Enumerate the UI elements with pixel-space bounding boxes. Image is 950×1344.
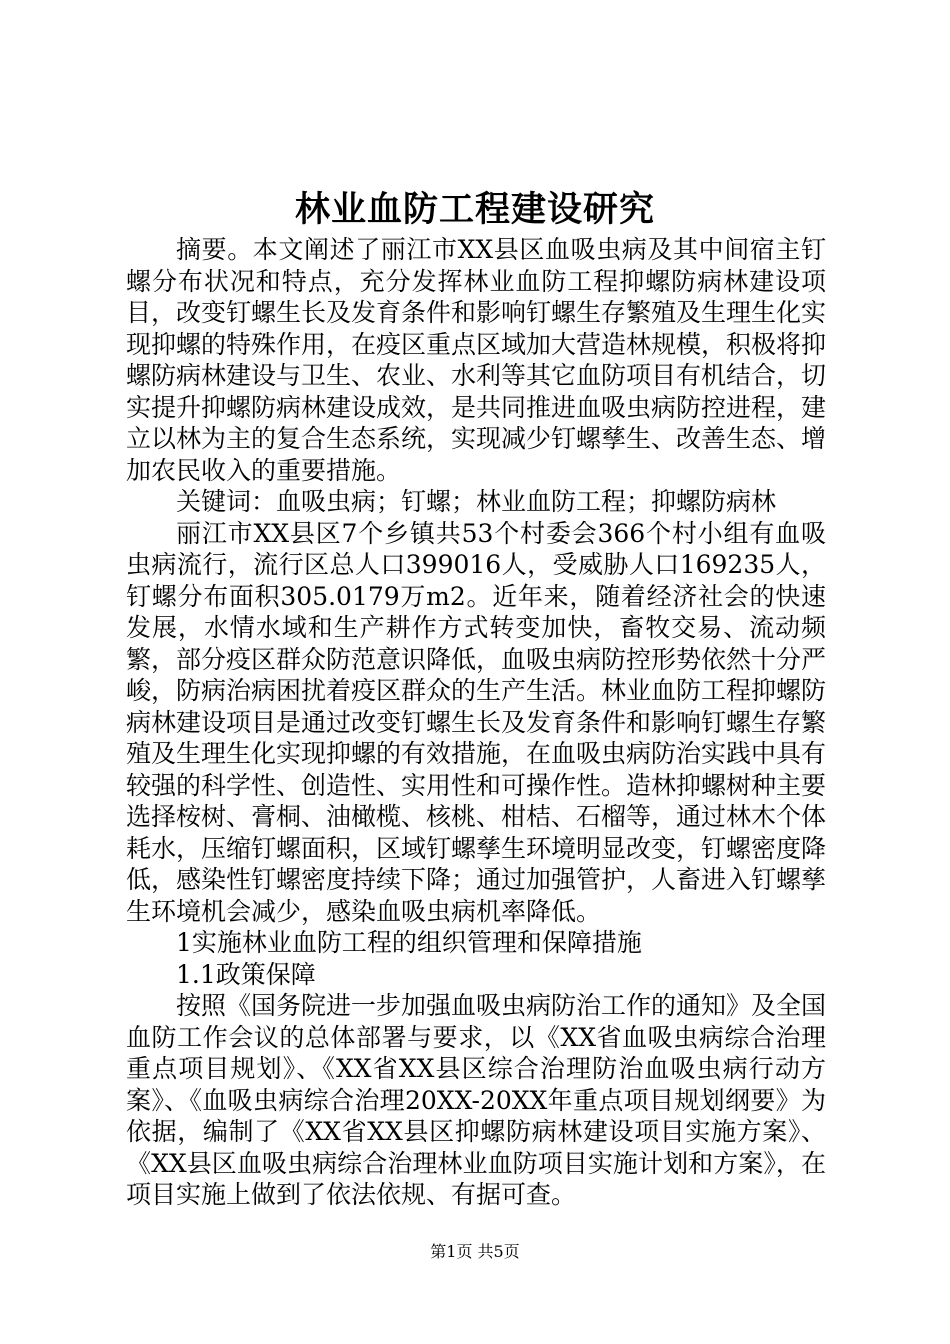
policy-paragraph: 按照《国务院进一步加强血吸虫病防治工作的通知》及全国血防工作会议的总体部署与要求，以《XX省血吸虫病综合治理重点项目规划》、《XX省XX县区综合治理防治血吸虫病行动方案》、《血吸虫病综合治理20XX-20XX年重点项目规划纲要》为依据，编制了《XX省XX县区抑螺防病林建设项目实施方案》、《XX县区血吸虫病综合治理林业血防项目实施计划和方案》，在项目实施上做到了依法依规、有据可查。 — [126, 991, 827, 1209]
keywords-paragraph: 关键词：血吸虫病；钉螺；林业血防工程；抑螺防病林 — [176, 487, 777, 516]
document-body — [126, 234, 826, 1211]
page-footer: 第1页 共5页 — [430, 1242, 520, 1261]
document-title: 林业血防工程建设研究 — [294, 189, 655, 230]
subsection-heading: 1.1政策保障 — [176, 959, 316, 989]
section-heading: 1实施林业血防工程的组织管理和保障措施 — [176, 928, 642, 957]
abstract-paragraph: 摘要。本文阐述了丽江市XX县区血吸虫病及其中间宿主钉螺分布状况和特点，充分发挥林业血防工程抑螺防病林建设项目，改变钉螺生长及发育条件和影响钉螺生存繁殖及生理生化实现抑螺的特殊作用，在疫区重点区域加大营造林规模，积极将抑螺防病林建设与卫生、农业、水利等其它血防项目有机结合，切实提升抑螺防病林建设成效，是共同推进血吸虫病防控进程，建立以林为主的复合生态系统，实现减少钉螺孳生、改善生态、增加农民收入的重要措施。 — [126, 235, 827, 485]
intro-paragraph: 丽江市XX县区7个乡镇共53个村委会366个村小组有血吸虫病流行，流行区总人口399016人，受威胁人口169235人，钉螺分布面积305.0179万m2。近年来，随着经济社会的快速发展，水情水域和生产耕作方式转变加快，畜牧交易、流动频繁，部分疫区群众防范意识降低，血吸虫病防控形势依然十分严峻，防病治病困扰着疫区群众的生产生活。林业血防工程抑螺防病林建设项目是通过改变钉螺生长及发育条件和影响钉螺生存繁殖及生理生化实现抑螺的有效措施，在血吸虫病防治实践中具有较强的科学性、创造性、实用性和可操作性。造林抑螺树种主要选择桉树、膏桐、油橄榄、核桃、柑桔、石榴等，通过林木个体耗水，压缩钉螺面积，区域钉螺孳生环境明显改变，钉螺密度降低，感染性钉螺密度持续下降；通过加强管护，人畜进入钉螺孳生环境机会减少，感染血吸虫病机率降低。 — [126, 518, 827, 926]
